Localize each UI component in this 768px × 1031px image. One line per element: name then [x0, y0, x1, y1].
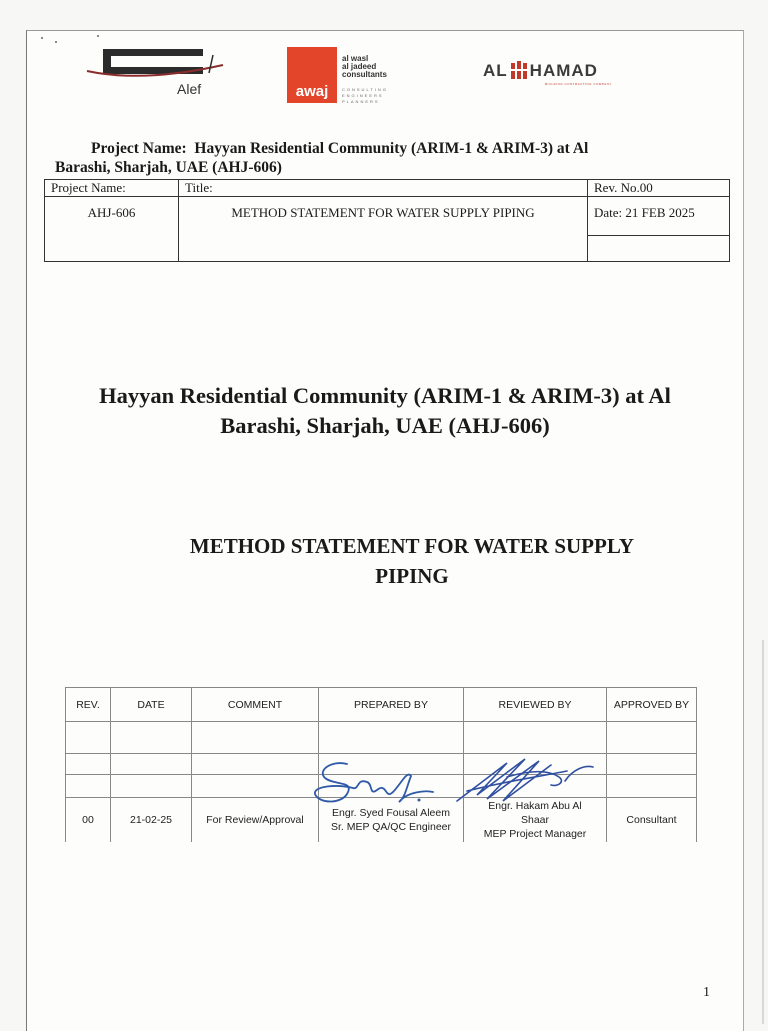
comment-header: COMMENT [192, 688, 319, 722]
project-heading-line1: Hayyan Residential Community (ARIM-1 & ARIM-3) at Al [194, 140, 589, 157]
prepared-by-cell: Engr. Syed Fousal Aleem Sr. MEP QA/QC Engineer [319, 798, 464, 843]
awaj-logo-side-text: al wasl al jadeed consultants [342, 54, 387, 79]
revision-label: Rev. No.00 [588, 180, 730, 197]
prepared-by-header: PREPARED BY [319, 688, 464, 722]
rev-cell: 00 [66, 798, 111, 843]
table-row [66, 722, 697, 754]
title-label: Title: [179, 180, 588, 197]
project-heading [55, 139, 715, 177]
date-header: DATE [111, 688, 192, 722]
main-title: Hayyan Residential Community (ARIM-1 & ARIM-3) at Al Barashi, Sharjah, UAE (AHJ-606) [99, 383, 671, 438]
prepared-by-signature [307, 756, 437, 816]
document-page [26, 30, 744, 1031]
project-code: AHJ-606 [45, 197, 179, 262]
alhamad-logo-subtext: BUILDING CONTRACTING COMPANY [545, 82, 612, 86]
reviewed-by-header: REVIEWED BY [464, 688, 607, 722]
alhamad-mark-icon [510, 61, 528, 79]
project-name-label: Project Name: [45, 180, 179, 197]
document-header-table [44, 179, 730, 262]
reviewed-by-cell: Engr. Hakam Abu Al Shaar MEP Project Manager [464, 798, 607, 843]
alef-logo-text: Alef [177, 81, 202, 97]
document-date: Date: 21 FEB 2025 [588, 197, 730, 262]
scan-edge [762, 640, 764, 1024]
project-heading-label: Project Name: [91, 140, 187, 157]
alef-logo [83, 43, 233, 103]
method-statement-title: METHOD STATEMENT FOR WATER SUPPLY PIPING [189, 534, 635, 588]
awaj-logo-subtext: CONSULTING ENGINEERS PLANNERS [342, 87, 388, 104]
approved-by-cell: Consultant [607, 798, 697, 843]
reviewed-by-signature [447, 741, 597, 811]
scan-speck [97, 35, 99, 37]
page-number: 1 [703, 985, 710, 1000]
scan-speck [41, 37, 43, 39]
approved-by-header: APPROVED BY [607, 688, 697, 722]
alhamad-logo: AL HAMAD [483, 61, 598, 80]
project-heading-line2: Barashi, Sharjah, UAE (AHJ-606) [55, 159, 282, 176]
document-title: METHOD STATEMENT FOR WATER SUPPLY PIPING [179, 197, 588, 262]
comment-cell: For Review/Approval [192, 798, 319, 843]
rev-header: REV. [66, 688, 111, 722]
date-cell: 21-02-25 [111, 798, 192, 843]
scan-speck [55, 41, 57, 43]
awaj-logo-word: awaj [295, 83, 329, 100]
